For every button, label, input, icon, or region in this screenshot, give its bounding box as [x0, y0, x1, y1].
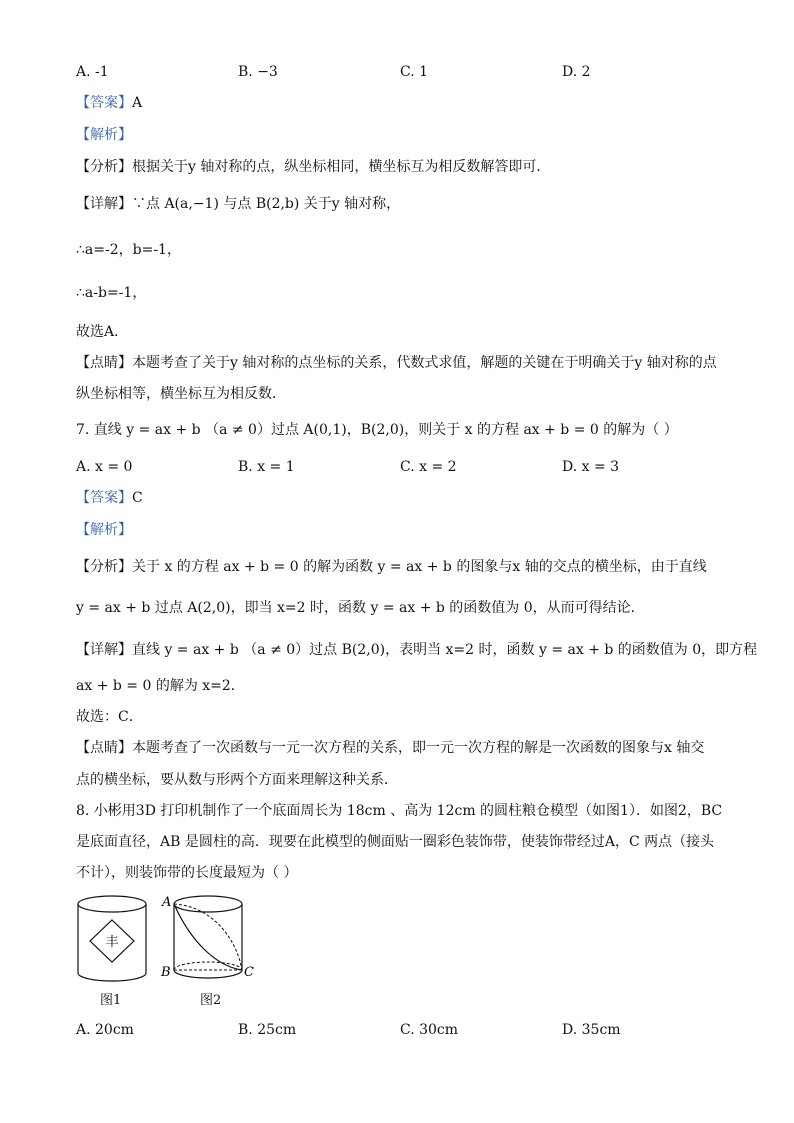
q8-option-a: A. 20cm: [76, 1022, 134, 1038]
dianjing-text: 本题考查了一次函数与一元一次方程的关系，即一元一次方程的解是一次函数的图象与x 轴交: [132, 740, 705, 756]
fenxi-tag: 【分析】: [76, 159, 132, 175]
q7-xiangjie-line-2: ax + b = 0 的解为 x=2．: [76, 678, 245, 694]
dianjing-tag: 【点睛】: [76, 740, 132, 756]
q7-option-c: C. x = 2: [400, 459, 457, 475]
band-path-front: [174, 904, 242, 970]
analysis-tag: 【解析】: [76, 127, 132, 143]
q8-option-d: D. 35cm: [562, 1022, 621, 1038]
q6-analysis-heading: [76, 125, 132, 145]
band-path-back: [174, 904, 242, 970]
answer-value: C: [132, 490, 143, 506]
q8-stem-line-3: 不计），则装饰带的长度最短为（ ）: [76, 865, 298, 881]
q7-analysis-heading: [76, 520, 132, 540]
analysis-tag: 【解析】: [76, 522, 132, 538]
diamond-char: 丰: [105, 935, 119, 950]
q8-option-b: B. 25cm: [238, 1022, 297, 1038]
q7-stem: 7. 直线 y = ax + b （a ≠ 0）过点 A(0,1)，B(2,0)，则关于 x 的方程 ax + b = 0 的解为（ ）: [76, 422, 678, 438]
q7-option-a: A. x = 0: [76, 459, 133, 475]
xiangjie-tag: 【详解】: [76, 642, 132, 658]
dianjing-text: 本题考查了关于y 轴对称的点坐标的关系，代数式求值，解题的关键在于明确关于y 轴对称的点: [132, 355, 717, 371]
xiangjie-tag: 【详解】: [76, 196, 132, 212]
q6-fenxi: [76, 157, 550, 177]
fenxi-text: 关于 x 的方程 ax + b = 0 的解为函数 y = ax + b 的图象与x 轴的交点的横坐标，由于直线: [132, 559, 707, 575]
answer-tag: 【答案】: [76, 490, 132, 506]
figure-2-caption: 图2: [200, 993, 222, 1008]
answer-value: A: [132, 95, 143, 111]
fenxi-text: 根据关于y 轴对称的点，纵坐标相同，横坐标互为相反数解答即可．: [132, 159, 551, 175]
cylinder-bottom-front-arc: [174, 970, 242, 978]
q6-xiangjie: [76, 194, 400, 214]
q7-dianjing-line-2: 点的横坐标，要从数与形两个方面来理解这种关系．: [76, 772, 398, 788]
point-b-label: B: [161, 965, 171, 980]
q6-dianjing-line-2: 纵坐标相等，横坐标互为相反数．: [76, 386, 286, 402]
q8-stem-line-2: 是底面直径，AB 是圆柱的高．现要在此模型的侧面贴一圈彩色装饰带，使装饰带经过A，C 两点（接头: [76, 834, 715, 850]
dianjing-tag: 【点睛】: [76, 355, 132, 371]
q7-choice: 故选：C．: [76, 709, 143, 725]
cylinder-top-ellipse: [78, 896, 146, 912]
xiangjie-text: ∵点 A(a,−1) 与点 B(2,b) 关于y 轴对称，: [132, 196, 401, 212]
q6-step-2: ∴a-b=-1，: [76, 285, 147, 301]
q7-fenxi-line-2: y = ax + b 过点 A(2,0)，即当 x=2 时，函数 y = ax + b 的函数值为 0，从而可得结论．: [76, 600, 645, 616]
point-a-label: A: [162, 895, 172, 910]
fenxi-tag: 【分析】: [76, 559, 132, 575]
figure-2-cylinder: [160, 890, 260, 986]
cylinder-bottom-back-arc: [174, 962, 242, 970]
xiangjie-text: 直线 y = ax + b （a ≠ 0）过点 B(2,0)，表明当 x=2 时，函数 y = ax + b 的函数值为 0，即方程: [132, 642, 758, 658]
point-c-label: C: [244, 965, 254, 980]
q7-fenxi-line-1: [76, 557, 707, 577]
figure-1-caption: 图1: [100, 993, 122, 1008]
q6-choice: 故选A．: [76, 324, 129, 340]
q6-step-1: ∴a=-2，b=-1，: [76, 242, 181, 258]
q6-option-d: D. 2: [562, 64, 591, 80]
answer-tag: 【答案】: [76, 95, 132, 111]
q7-answer: [76, 488, 143, 508]
figure-1-cylinder: [74, 893, 150, 985]
q7-option-d: D. x = 3: [562, 459, 620, 475]
q6-option-b: B. −3: [238, 64, 278, 80]
cylinder-bottom-arc: [78, 973, 146, 981]
cylinder-top-ellipse: [174, 896, 242, 912]
q6-option-c: C. 1: [400, 64, 429, 80]
q6-option-a: A. -1: [76, 64, 109, 80]
q6-dianjing-line-1: [76, 353, 717, 373]
q8-option-c: C. 30cm: [400, 1022, 459, 1038]
q6-answer: [76, 93, 142, 113]
q7-dianjing-line-1: [76, 738, 704, 758]
q7-option-b: B. x = 1: [238, 459, 295, 475]
q7-xiangjie-line-1: [76, 640, 757, 660]
q8-stem-line-1: 8. 小彬用3D 打印机制作了一个底面周长为 18cm 、高为 12cm 的圆柱粮仓模型（如图1）．如图2，BC: [76, 803, 723, 819]
